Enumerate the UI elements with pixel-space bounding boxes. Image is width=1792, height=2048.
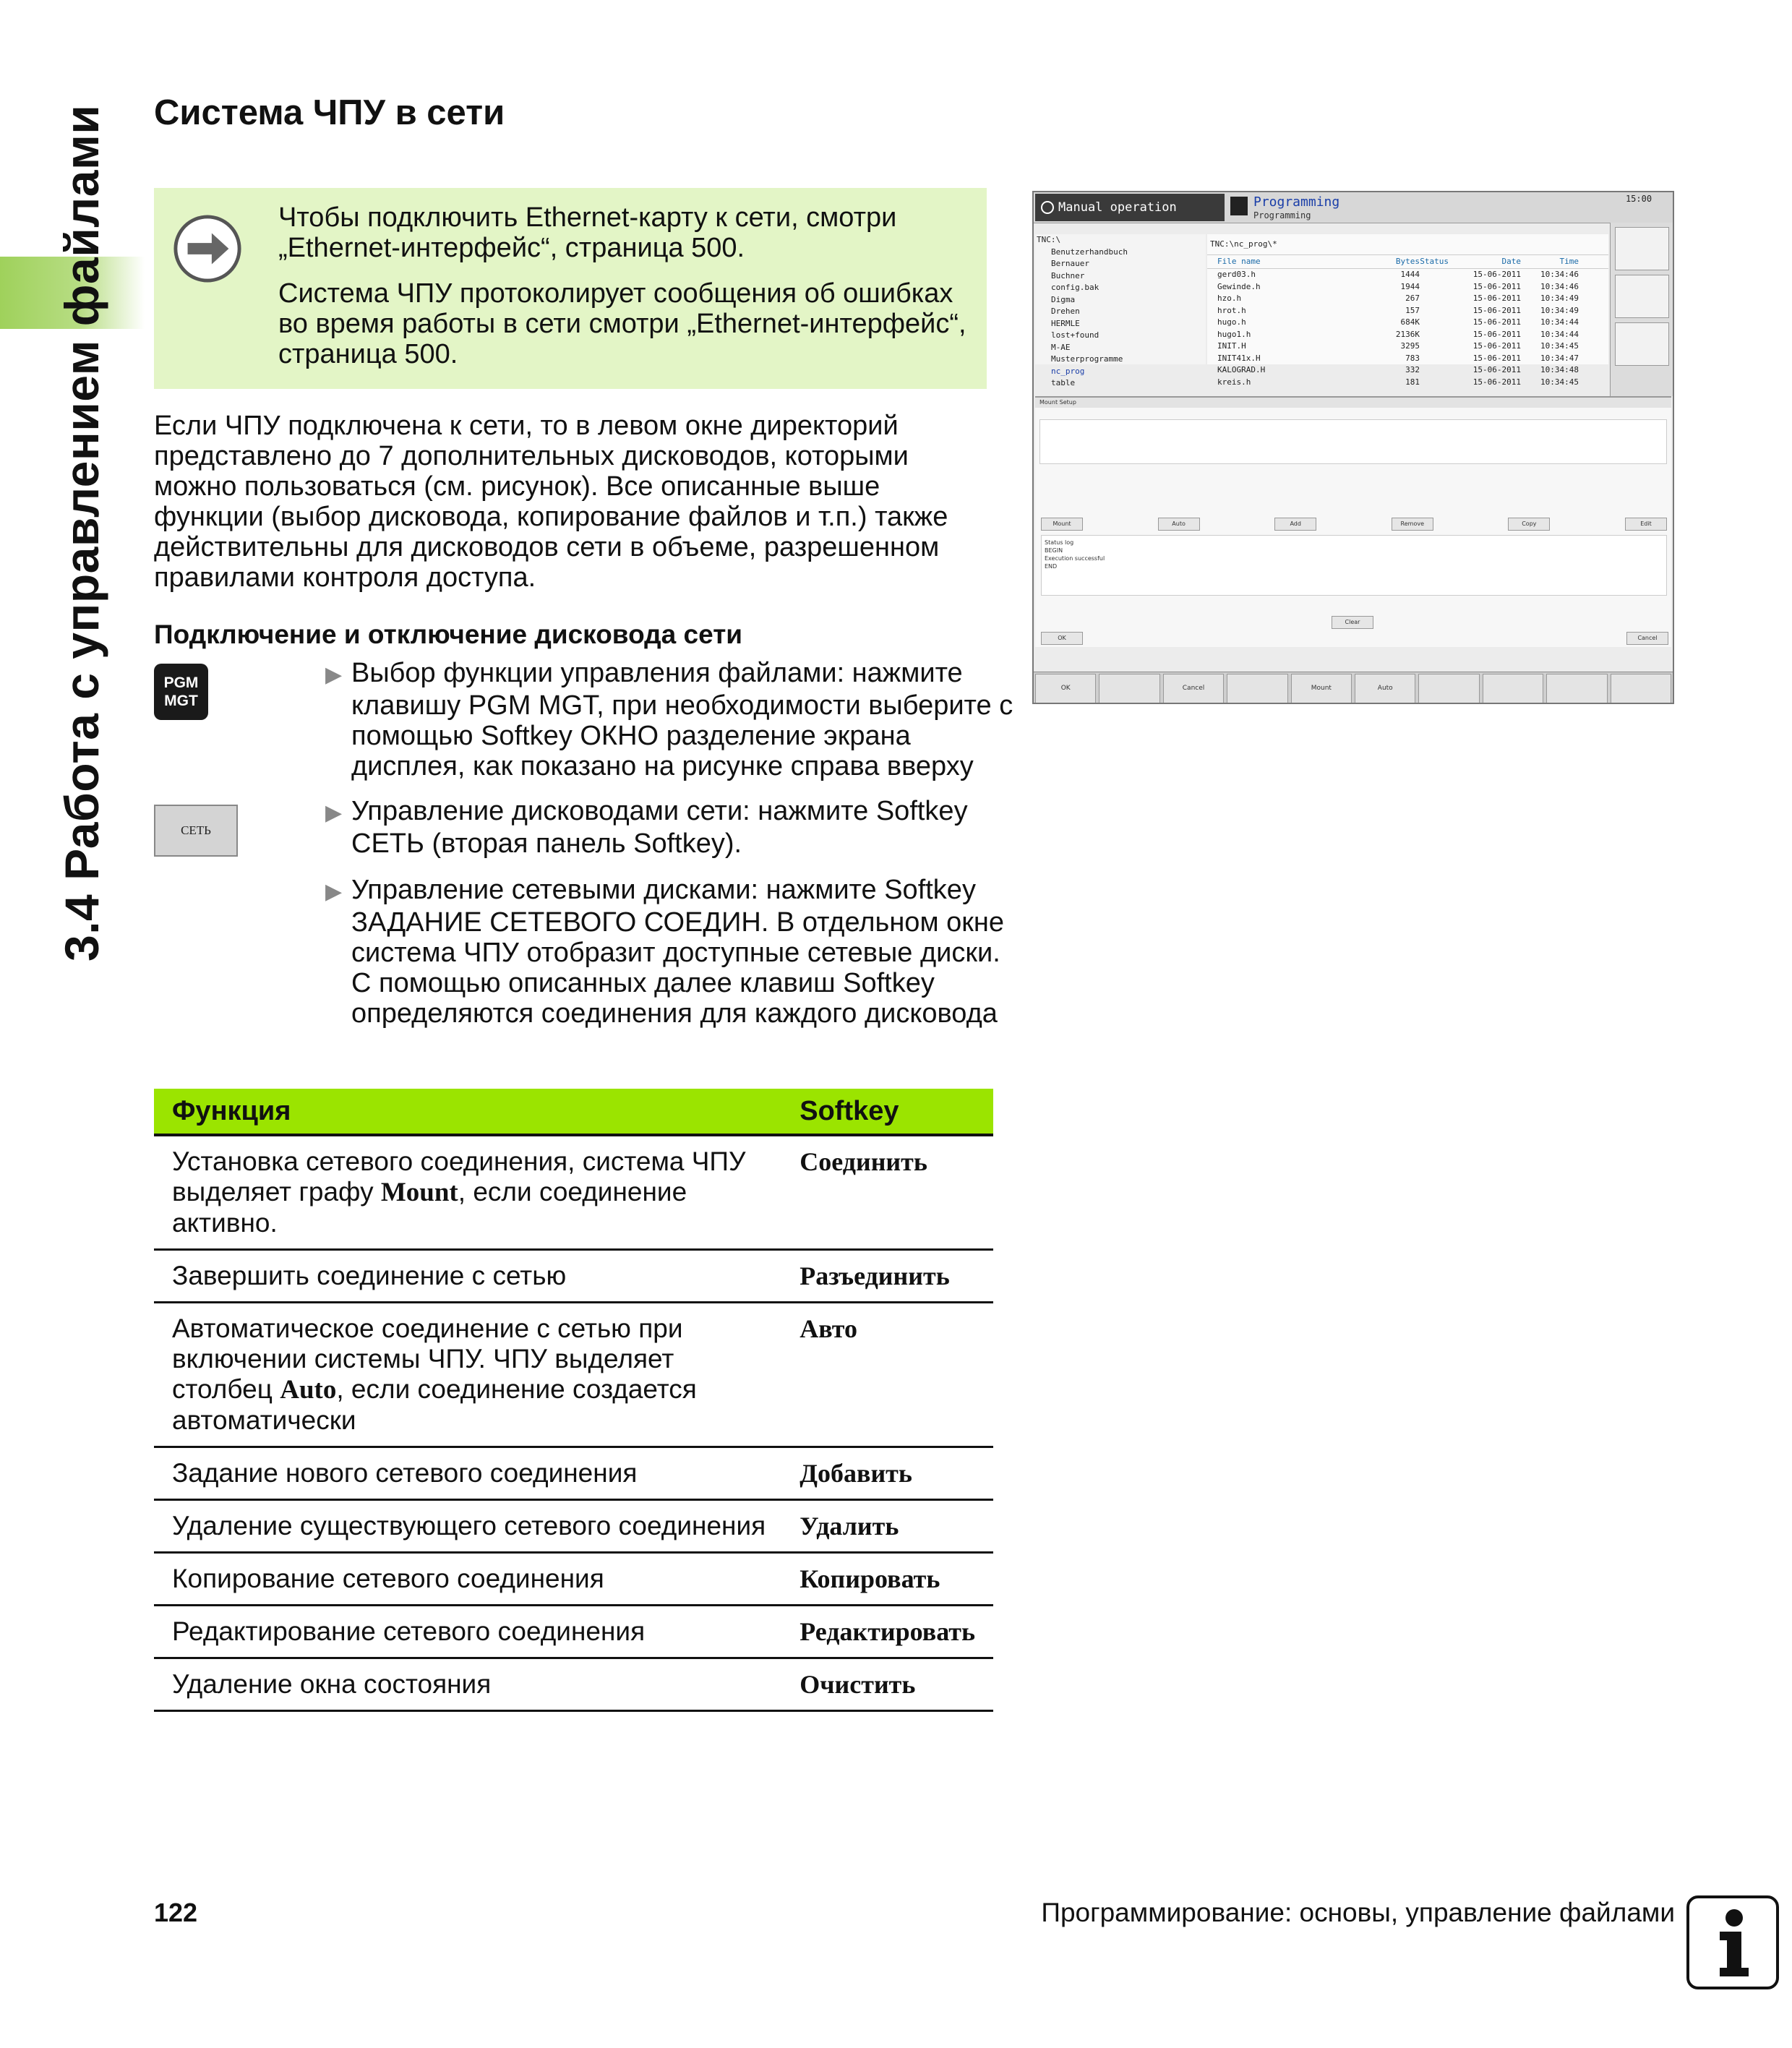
function-text: Копирование сетевого соединения [172, 1564, 604, 1593]
file-cell: 10:34:49 [1540, 305, 1579, 315]
file-cell [1420, 305, 1449, 317]
step-1 [325, 658, 1016, 781]
file-cell [1420, 293, 1449, 305]
log-line: Execution successful [1045, 555, 1105, 562]
file-cell: 15-06-2011 [1472, 365, 1521, 374]
file-cell [1420, 340, 1449, 353]
status-log [1041, 535, 1667, 596]
dialog-button[interactable]: Auto [1158, 518, 1200, 531]
arrow-right-icon [172, 213, 243, 284]
status-log-label: Status log [1045, 539, 1074, 546]
file-cell: Gewinde.h [1217, 281, 1261, 291]
note-text-1: Чтобы подключить Ethernet-карту к сети, смотри „Ethernet-интерфейс“, страница 500. [278, 202, 897, 263]
file-row[interactable] [1207, 269, 1608, 281]
function-table [154, 1089, 993, 1712]
file-cell: INIT41x.H [1217, 353, 1261, 363]
function-bold-term: Mount [380, 1178, 458, 1207]
file-list-header [1207, 255, 1608, 269]
function-cell [154, 1250, 791, 1303]
file-cell: INIT.H [1217, 341, 1246, 351]
file-cell: 15-06-2011 [1472, 353, 1521, 363]
function-text: Удаление существующего сетевого соединения [172, 1511, 766, 1541]
table-row [154, 1135, 993, 1250]
mode-right-label: Programming [1253, 194, 1340, 210]
cancel-button[interactable]: Cancel [1626, 632, 1668, 645]
softkey[interactable]: Mount [1291, 674, 1352, 703]
function-text: Автоматическое соединение с сетью при включении системы ЧПУ. ЧПУ выделяет столбец [172, 1314, 683, 1404]
file-cell [1420, 377, 1449, 389]
pgm-key-line2: MGT [164, 693, 198, 709]
softkey-cell: Разъединить [791, 1250, 993, 1303]
file-cell: 157 [1405, 305, 1420, 315]
file-cell [1420, 329, 1449, 341]
side-key-3 [1615, 322, 1669, 366]
file-path: TNC:\nc_prog\* [1207, 234, 1608, 255]
softkey-cell: Редактировать [791, 1606, 993, 1658]
file-cell: 1944 [1400, 281, 1420, 291]
table-header-row [154, 1089, 993, 1135]
table-row [154, 1250, 993, 1303]
header-function: Функция [154, 1089, 791, 1135]
function-cell [154, 1500, 791, 1553]
function-cell [154, 1658, 791, 1711]
log-line: END [1045, 563, 1058, 570]
file-cell [1420, 317, 1449, 329]
intro-paragraph: Если ЧПУ подключена к сети, то в левом окне директорий представлено до 7 дополнительных дисководов, которыми можно пользоваться (см. рисунок). Все описанные выше функции (выбор дисковода, копирование файлов и т.п.) также действительны для дисководов сети в объеме, разрешенном правилами контроля доступа. [154, 411, 948, 593]
file-column-header[interactable]: File name [1217, 257, 1261, 266]
file-cell: 15-06-2011 [1472, 341, 1521, 351]
step-2-text: Управление дисководами сети: нажмите Softkey СЕТЬ (вторая панель Softkey). [351, 796, 968, 859]
softkey[interactable] [1483, 674, 1543, 703]
file-cell: 10:34:45 [1540, 341, 1579, 351]
triangle-bullet-icon: ▶ [325, 663, 343, 687]
function-text-tail: , если соединение активно. [172, 1177, 687, 1238]
table-row [154, 1553, 993, 1606]
softkey[interactable]: Cancel [1163, 674, 1224, 703]
softkey-cell: Удалить [791, 1500, 993, 1553]
dialog-button[interactable]: Edit [1625, 518, 1667, 531]
file-cell: 15-06-2011 [1472, 329, 1521, 339]
file-column-header[interactable]: Time [1559, 257, 1579, 266]
file-cell [1420, 364, 1449, 377]
file-cell: hugo.h [1217, 317, 1246, 327]
side-key-2 [1615, 275, 1669, 318]
file-cell: 10:34:45 [1540, 377, 1579, 387]
programming-mode-icon [1230, 197, 1248, 215]
side-softkey-panel [1610, 223, 1673, 396]
softkey-cell: Авто [791, 1303, 993, 1447]
tree-item[interactable]: table [1051, 378, 1076, 387]
file-column-header[interactable]: Date [1501, 257, 1521, 266]
tree-item[interactable]: config.bak [1051, 283, 1099, 292]
file-row[interactable] [1207, 317, 1608, 329]
file-cell: gerd03.h [1217, 270, 1256, 279]
softkey-cell: Очистить [791, 1658, 993, 1711]
pgm-mgt-key-icon [154, 664, 208, 720]
dialog-button[interactable]: Mount [1041, 518, 1083, 531]
tree-item[interactable]: Drehen [1051, 307, 1080, 316]
triangle-bullet-icon: ▶ [325, 801, 343, 825]
tree-item[interactable]: Digma [1051, 294, 1076, 304]
file-cell: KALOGRAD.H [1217, 365, 1266, 374]
softkey-cell: Добавить [791, 1447, 993, 1500]
tree-item[interactable]: nc_prog [1051, 366, 1085, 376]
function-cell [154, 1135, 791, 1250]
file-cell: 15-06-2011 [1472, 305, 1521, 315]
file-cell [1420, 353, 1449, 365]
file-row[interactable] [1207, 293, 1608, 305]
file-cell: 1444 [1400, 270, 1420, 279]
page-title: Система ЧПУ в сети [154, 93, 505, 132]
file-cell: 15-06-2011 [1472, 377, 1521, 387]
softkey-cell: Копировать [791, 1553, 993, 1606]
file-cell: 181 [1405, 377, 1420, 387]
table-row [154, 1500, 993, 1553]
directory-tree [1035, 234, 1206, 387]
step-2 [325, 796, 1016, 859]
ok-button[interactable]: OK [1041, 632, 1083, 645]
table-row [154, 1606, 993, 1658]
file-row[interactable] [1207, 281, 1608, 294]
file-cell: hrot.h [1217, 305, 1246, 315]
file-cell: 10:34:49 [1540, 294, 1579, 303]
tree-item[interactable]: Bernauer [1051, 259, 1089, 268]
dialog-button-row [1041, 518, 1667, 531]
tree-item[interactable]: Buchner [1051, 270, 1085, 280]
pgm-key-line1: PGM [163, 674, 199, 691]
mode-left-label: Manual operation [1058, 200, 1177, 215]
file-cell: 10:34:46 [1540, 270, 1579, 279]
table-row [154, 1447, 993, 1500]
function-text-tail: , если соединение создается автоматически [172, 1374, 697, 1435]
function-text: Редактирование сетевого соединения [172, 1616, 646, 1646]
table-row [154, 1658, 993, 1711]
softkey[interactable] [1227, 674, 1287, 703]
tree-item[interactable]: M-AE [1051, 342, 1071, 352]
file-row[interactable] [1207, 329, 1608, 341]
file-row[interactable] [1207, 377, 1608, 389]
tree-item[interactable]: Benutzerhandbuch [1051, 247, 1128, 257]
mode-right-sublabel: Programming [1253, 210, 1311, 220]
softkey[interactable]: OK [1035, 674, 1096, 703]
file-cell: 267 [1405, 294, 1420, 303]
function-text: Удаление окна состояния [172, 1669, 492, 1699]
screenshot-header-bar [1034, 192, 1673, 223]
tree-item[interactable]: HERMLE [1051, 318, 1080, 328]
side-key-1 [1615, 227, 1669, 270]
function-cell [154, 1553, 791, 1606]
function-cell [154, 1447, 791, 1500]
file-cell: 15-06-2011 [1472, 281, 1521, 291]
file-cell: 2136K [1395, 329, 1420, 339]
file-row[interactable] [1207, 353, 1608, 365]
tree-item[interactable]: Musterprogramme [1051, 354, 1123, 364]
table-row [154, 1303, 993, 1447]
mode-programming [1227, 194, 1480, 221]
softkey[interactable] [1546, 674, 1607, 703]
clock: 15:00 [1625, 194, 1652, 204]
dialog-button[interactable]: Copy [1508, 518, 1550, 531]
softkey[interactable] [1099, 674, 1159, 703]
cnc-screenshot [1032, 191, 1674, 704]
file-cell: 10:34:46 [1540, 281, 1579, 291]
file-cell: hugo1.h [1217, 329, 1251, 339]
dialog-button[interactable]: Remove [1392, 518, 1433, 531]
clear-button[interactable]: Clear [1332, 616, 1373, 629]
file-cell [1420, 281, 1449, 294]
note-box [154, 188, 987, 389]
dialog-button[interactable]: Add [1274, 518, 1316, 531]
info-icon [1686, 1895, 1779, 1989]
step-3 [325, 875, 1016, 1029]
mount-setup-dialog [1035, 396, 1671, 647]
file-cell: hzo.h [1217, 294, 1242, 303]
softkey[interactable]: Auto [1355, 674, 1415, 703]
note-text-2: Система ЧПУ протоколирует сообщения об ошибках во время работы в сети смотри „Ethernet-интерфейс“, страница 500. [278, 278, 966, 369]
file-cell: 684K [1400, 317, 1420, 327]
file-cell: 10:34:44 [1540, 329, 1579, 339]
file-cell: 10:34:48 [1540, 365, 1579, 374]
file-cell: 332 [1405, 365, 1420, 374]
file-cell: 10:34:44 [1540, 317, 1579, 327]
page-number: 122 [154, 1898, 198, 1927]
softkey[interactable] [1611, 674, 1671, 703]
chapter-side-title: 3.4 Работа с управлением файлами [55, 104, 108, 961]
mode-manual-operation [1035, 194, 1225, 221]
file-cell: 3295 [1400, 341, 1420, 351]
function-text: Задание нового сетевого соединения [172, 1458, 638, 1488]
footer-text: Программирование: основы, управление файлами [1041, 1898, 1675, 1927]
file-cell: 15-06-2011 [1472, 317, 1521, 327]
file-cell [1420, 269, 1449, 281]
dialog-title: Mount Setup [1035, 398, 1671, 408]
tree-item[interactable]: lost+found [1051, 330, 1099, 340]
file-cell: kreis.h [1217, 377, 1251, 387]
log-line: BEGIN [1045, 547, 1063, 554]
file-cell: 783 [1405, 353, 1420, 363]
step-1-text: Выбор функции управления файлами: нажмите клавишу PGM MGT, при необходимости выберите с помощью Softkey ОКНО разделение экрана дисплея, как показано на рисунке справа вверху [351, 658, 1013, 781]
tree-item[interactable]: TNC:\ [1037, 235, 1061, 244]
function-cell [154, 1606, 791, 1658]
header-softkey: Softkey [791, 1089, 993, 1135]
function-text: Установка сетевого соединения, система ЧПУ выделяет графу [172, 1147, 746, 1207]
softkey-bar [1034, 672, 1673, 704]
function-text: Завершить соединение с сетью [172, 1261, 567, 1290]
file-column-header[interactable]: Status [1420, 257, 1449, 266]
section-subheading: Подключение и отключение дисковода сети [154, 620, 743, 649]
file-cell: 15-06-2011 [1472, 270, 1521, 279]
set-softkey-icon: СЕТЬ [154, 805, 238, 857]
manual-mode-icon [1041, 201, 1054, 214]
file-row[interactable] [1207, 364, 1608, 377]
file-list [1207, 234, 1608, 387]
function-cell [154, 1303, 791, 1447]
file-column-header[interactable]: Bytes [1395, 257, 1420, 266]
file-cell: 15-06-2011 [1472, 294, 1521, 303]
function-bold-term: Auto [280, 1375, 337, 1405]
softkey[interactable] [1418, 674, 1479, 703]
softkey-cell: Соединить [791, 1135, 993, 1250]
file-row[interactable] [1207, 305, 1608, 317]
file-cell: 10:34:47 [1540, 353, 1579, 363]
file-row[interactable] [1207, 340, 1608, 353]
step-3-text: Управление сетевыми дисками: нажмите Softkey ЗАДАНИЕ СЕТЕВОГО СОЕДИН. В отдельном окне система ЧПУ отобразит доступные сетевые диски. С помощью описанных далее клавиш Softkey определяются соединения для каждого дисковода [351, 875, 1005, 1029]
triangle-bullet-icon: ▶ [325, 880, 343, 904]
network-drive-grid [1039, 419, 1667, 464]
